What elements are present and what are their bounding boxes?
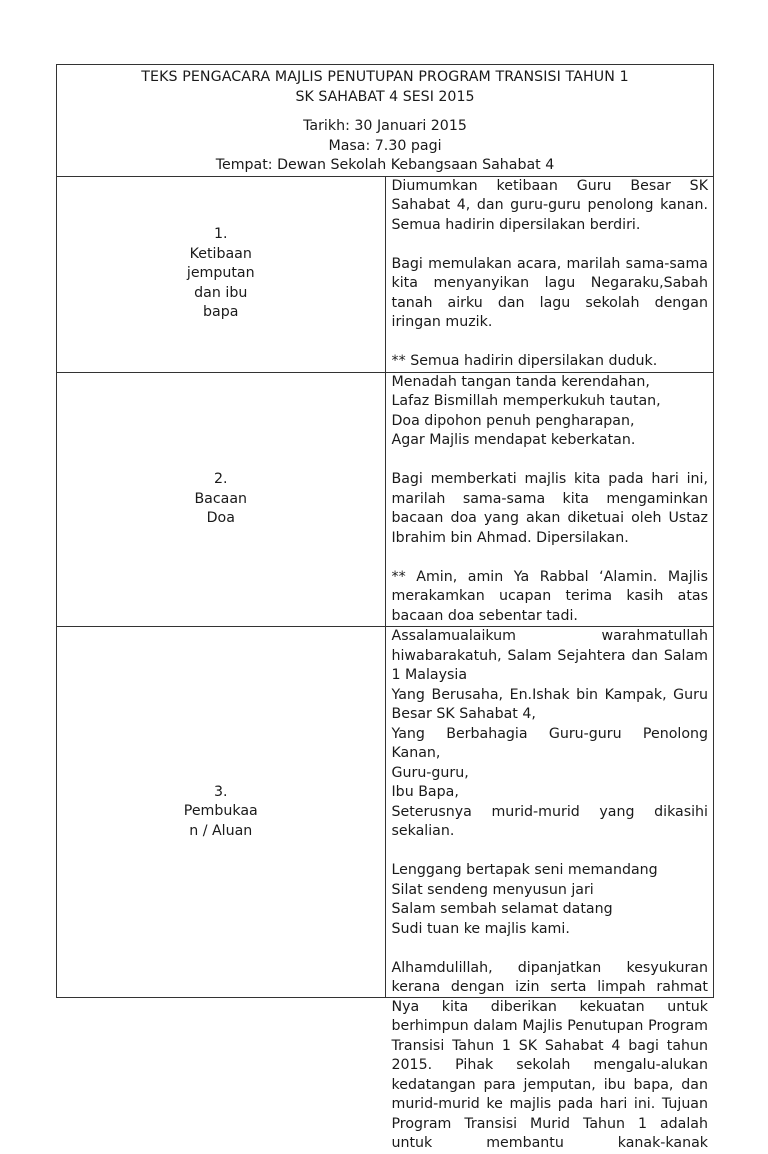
section-number: 2. [213, 471, 228, 487]
greeting-paragraph: Assalamualaikum warahmatullah hiwabarakatuh, Salam Sejahtera dan Salam 1 Malaysia [391, 628, 708, 683]
section-label-cell [57, 627, 386, 998]
verse-line: Doa dipohon penuh pengharapan, [391, 412, 635, 429]
section-label-cell [57, 372, 386, 627]
date-line: Tarikh: 30 Januari 2015 [303, 118, 467, 134]
section-label-cell [57, 176, 386, 372]
greeting-line: Yang Berbahagia Guru-guru Penolong Kanan, [391, 725, 708, 761]
paragraph: ** Semua hadirin dipersilakan duduk. [391, 353, 658, 369]
section-row-pembukaan [57, 627, 714, 998]
paragraph: Bagi memberkati majlis kita pada hari ini, marilah sama-sama kita mengaminkan bacaan doa yang akan diketuai oleh Ustaz Ibrahim bin Ahmad. Dipersilakan. [391, 471, 708, 546]
document-title-line-2: SK SAHABAT 4 SESI 2015 [295, 88, 475, 105]
paragraph: Alhamdulillah, dipanjatkan kesyukuran kerana dengan izin serta limpah rahmat Nya kita diberikan kekuatan untuk berhimpun dalam Majlis Penutupan Program Transisi Tahun 1 SK Sahabat 4 bagi tahun 2015. Pihak sekolah mengalu-alukan kedatangan para jemputan, ibu bapa, dan murid-murid ke majlis pada hari ini. Tujuan Program Transisi Murid Tahun 1 adalah untuk membantu kanak-kanak [391, 959, 708, 1151]
section-content-cell [385, 372, 714, 627]
section-label-line: jemputan [186, 265, 255, 282]
section-label-line: dan ibu [194, 284, 248, 301]
paragraph: ** Amin, amin Ya Rabbal ‘Alamin. Majlis merakamkan ucapan terima kasih atas bacaan doa sebentar tadi. [391, 568, 708, 624]
document-header [57, 65, 714, 177]
pantun-line: Lenggang bertapak seni memandang [391, 862, 658, 878]
section-number: 3. [213, 783, 228, 800]
section-content-cell [385, 627, 714, 1151]
time-line: Masa: 7.30 pagi [328, 137, 442, 154]
greeting-line: Seterusnya murid-murid yang dikasihi sekalian. [391, 803, 708, 839]
section-content-cell [385, 176, 714, 372]
verse-line: Lafaz Bismillah memperkukuh tautan, [391, 393, 661, 409]
pantun-line: Salam sembah selamat datang [391, 901, 613, 917]
section-label-line: Pembukaa [183, 803, 258, 820]
paragraph: Diumumkan ketibaan Guru Besar SK Sahabat 4, dan guru-guru penolong kanan. Semua hadirin dipersilakan berdiri. [391, 177, 708, 233]
document-table [56, 64, 714, 1151]
pantun-line: Sudi tuan ke majlis kami. [391, 920, 570, 937]
section-label-line: bapa [203, 304, 239, 321]
greeting-line: Yang Berusaha, En.Ishak bin Kampak, Guru Besar SK Sahabat 4, [391, 686, 708, 722]
document-title-line-1: TEKS PENGACARA MAJLIS PENUTUPAN PROGRAM TRANSISI TAHUN 1 [141, 69, 629, 85]
greeting-line: Ibu Bapa, [391, 784, 459, 800]
section-row-ketibaan [57, 176, 714, 372]
paragraph: Bagi memulakan acara, marilah sama-sama kita menyanyikan lagu Negaraku,Sabah tanah airku dan lagu sekolah dengan iringan muzik. [391, 255, 708, 330]
greeting-line: Guru-guru, [391, 764, 469, 781]
venue-line: Tempat: Dewan Sekolah Kebangsaan Sahabat 4 [215, 157, 555, 173]
section-label-line: Ketibaan [189, 245, 252, 262]
verse-line: Menadah tangan tanda kerendahan, [391, 373, 650, 390]
section-label-line: Doa [206, 510, 235, 526]
verse-line: Agar Majlis mendapat keberkatan. [391, 432, 636, 448]
section-label-line: n / Aluan [189, 822, 253, 839]
section-number: 1. [213, 226, 228, 243]
section-row-bacaan-doa [57, 372, 714, 627]
section-label-line: Bacaan [194, 490, 248, 507]
pantun-line: Silat sendeng menyusun jari [391, 881, 594, 898]
